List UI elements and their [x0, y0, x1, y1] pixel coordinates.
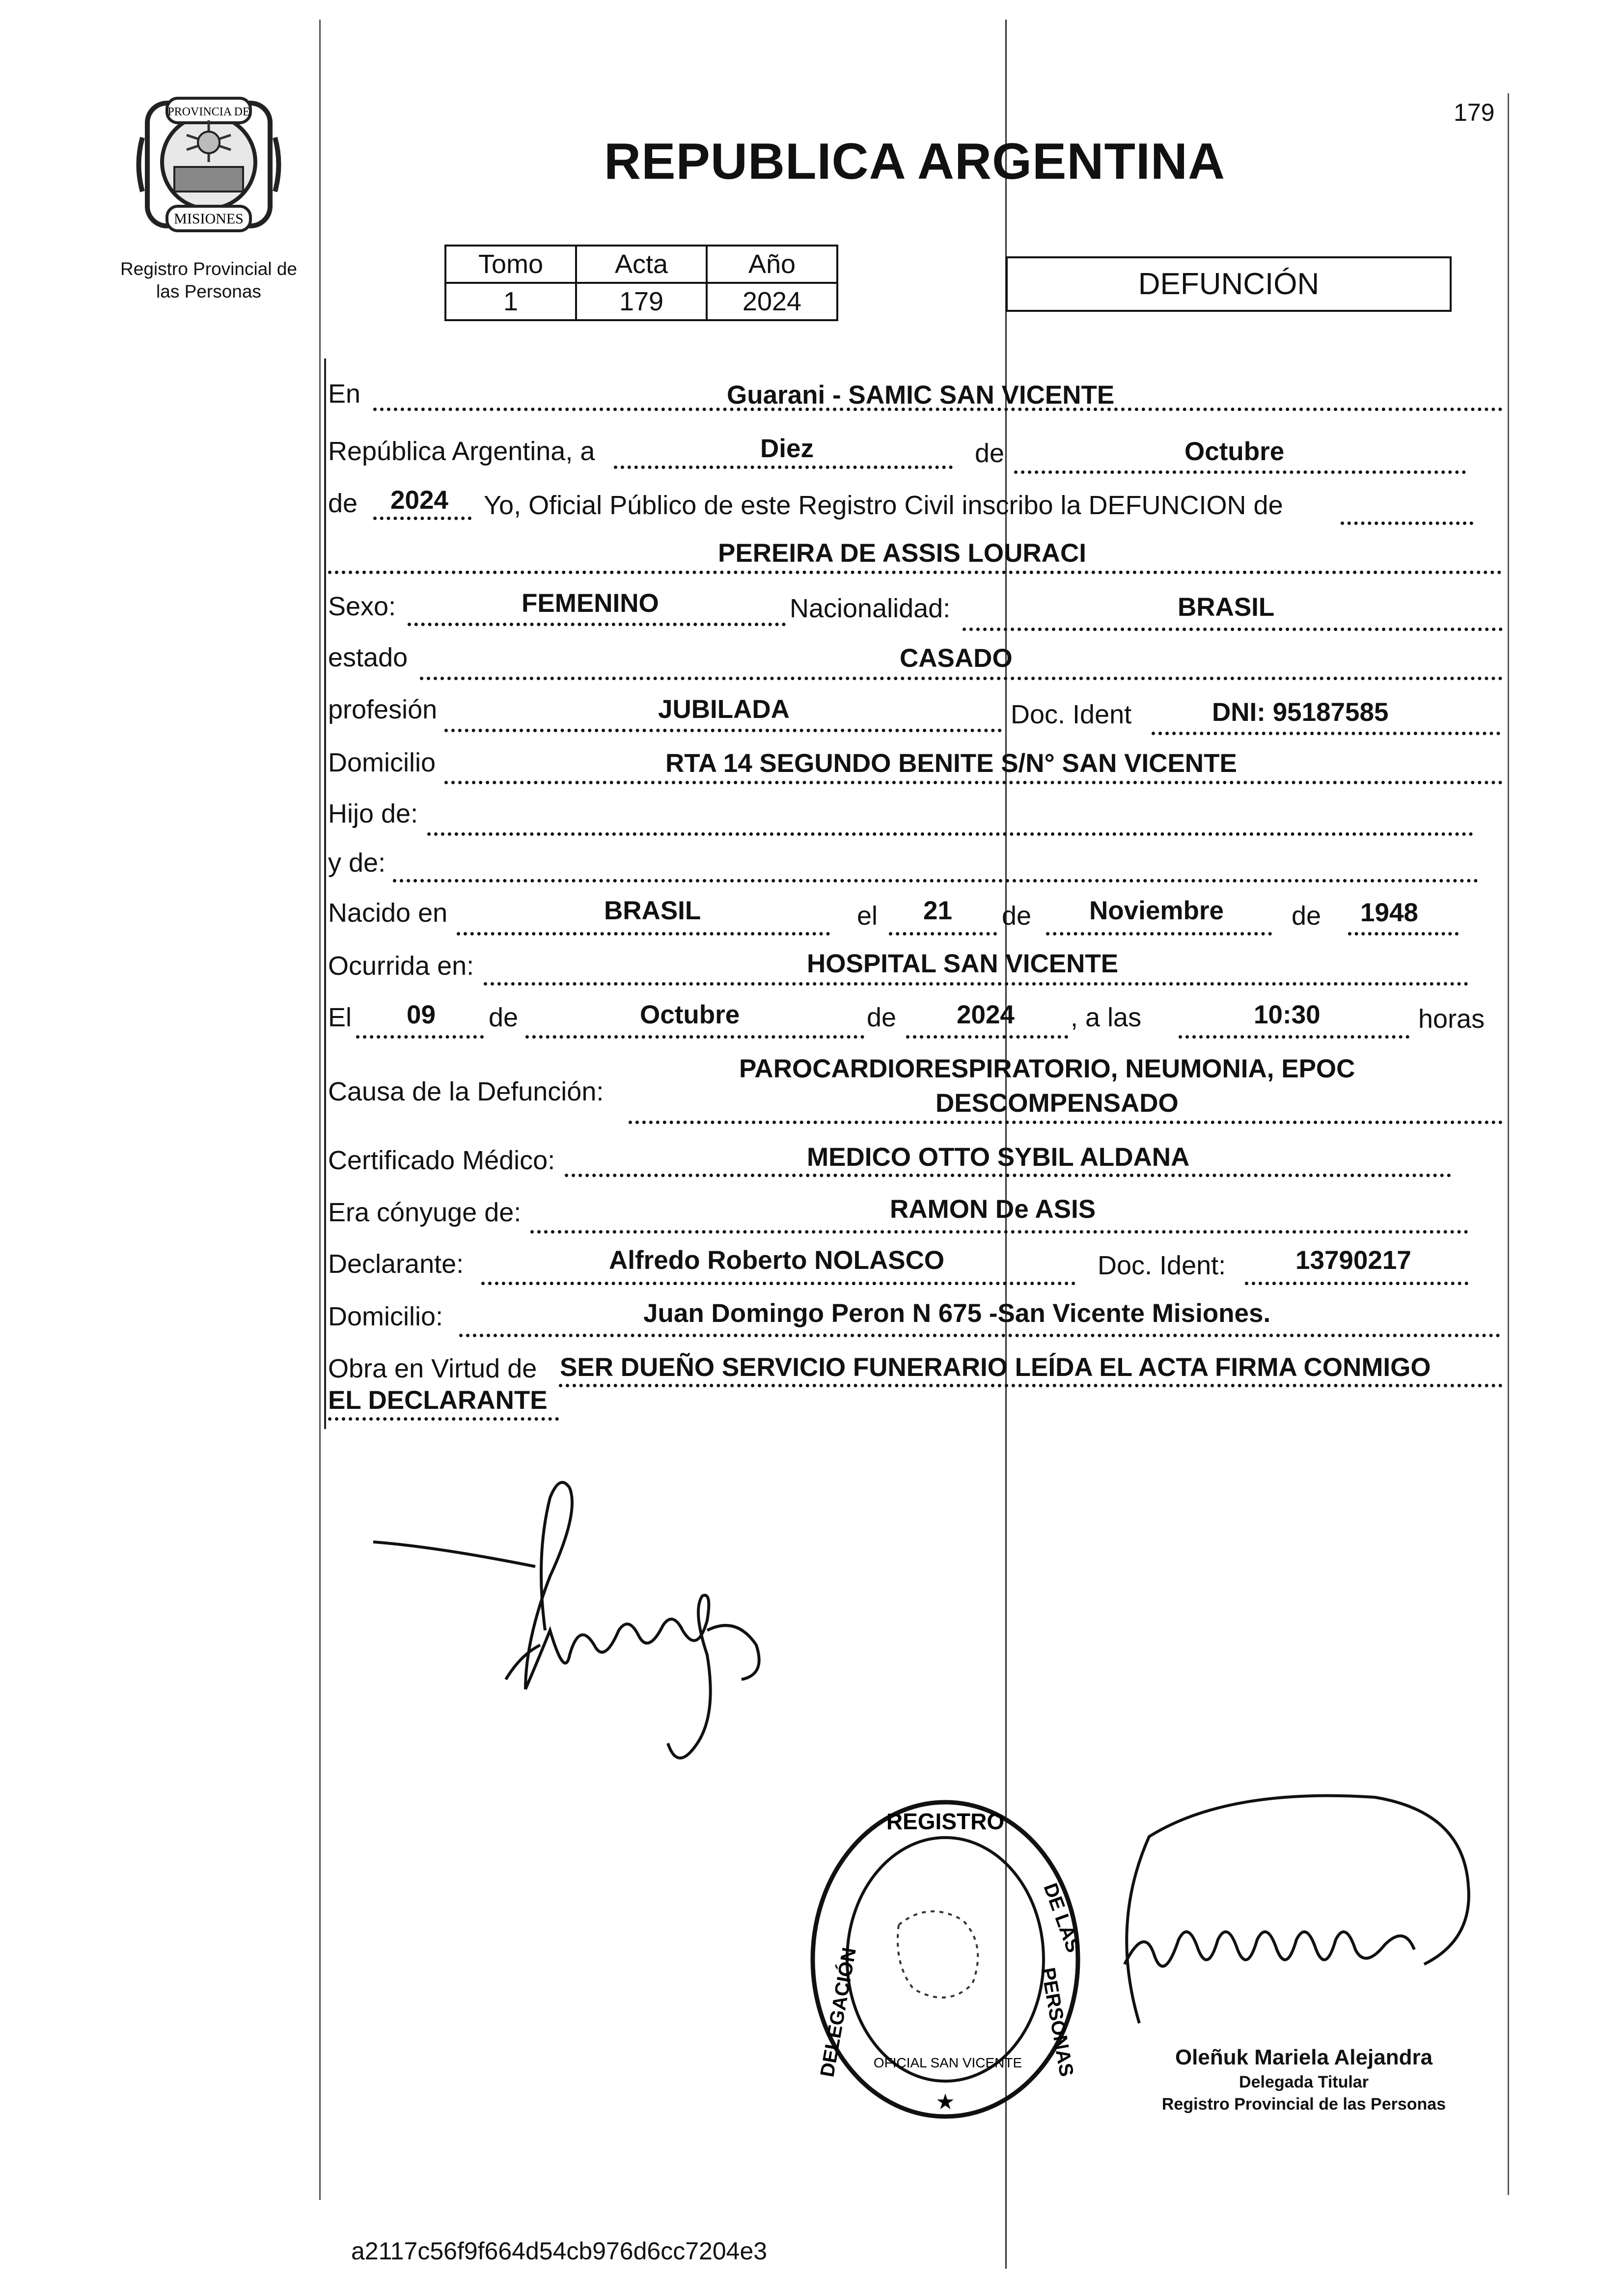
conyuge-dots: [530, 1230, 1468, 1234]
en-label: En: [328, 379, 361, 409]
svg-text:PROVINCIA DE: PROVINCIA DE: [167, 106, 250, 118]
yde-dots: [393, 879, 1478, 882]
sexo-label: Sexo:: [328, 592, 396, 621]
de-label: de: [975, 439, 1005, 468]
domicilio-dots: [444, 781, 1503, 784]
estado-dots: [420, 677, 1503, 680]
nacido-value: BRASIL: [604, 896, 701, 925]
official-stamp: [800, 1787, 1090, 2131]
birth-month-dots: [1046, 932, 1272, 935]
causa-label: Causa de la Defunción:: [328, 1077, 604, 1106]
conyuge-value: RAMON De ASIS: [890, 1195, 1096, 1224]
record-table-header: Tomo: [445, 246, 576, 283]
obra-dots-2: [328, 1417, 559, 1421]
record-table-header-row: [445, 246, 837, 283]
ocurrida-value: HOSPITAL SAN VICENTE: [807, 949, 1119, 978]
estado-label: estado: [328, 643, 408, 672]
birth-de2: de: [1292, 901, 1321, 931]
doc2-label: Doc. Ident:: [1098, 1251, 1226, 1280]
death-de1: de: [489, 1003, 519, 1032]
obra-value-1: SER DUEÑO SERVICIO FUNERARIO LEÍDA EL ACTA FIRMA CONMIGO: [560, 1353, 1431, 1382]
tomo-value: 1: [445, 283, 576, 320]
acta-value: 179: [576, 283, 707, 320]
nacionalidad-label: Nacionalidad:: [790, 594, 951, 623]
official-block: [1147, 2045, 1461, 2114]
ocurrida-label: Ocurrida en:: [328, 951, 474, 981]
alas-label: , a las: [1071, 1003, 1142, 1032]
birth-year: 1948: [1360, 898, 1418, 927]
en-value: Guarani - SAMIC SAN VICENTE: [727, 381, 1115, 410]
svg-text:OFICIAL SAN VICENTE: OFICIAL SAN VICENTE: [873, 2055, 1022, 2070]
birth-day-dots: [889, 932, 997, 935]
document-hash: a2117c56f9f664d54cb976d6cc7204e3: [351, 2237, 768, 2265]
deceased-name: PEREIRA DE ASSIS LOURACI: [718, 539, 1086, 568]
anio-value: 2024: [707, 283, 837, 320]
conyuge-label: Era cónyuge de:: [328, 1198, 522, 1227]
official-office: Registro Provincial de las Personas: [1161, 2095, 1446, 2114]
month-dots: [1014, 470, 1466, 474]
statement-text: Yo, Oficial Público de este Registro Civil inscribo la DEFUNCION de: [484, 491, 1283, 520]
causa-dots: [629, 1121, 1503, 1124]
year-value: 2024: [390, 486, 448, 515]
birth-de1: de: [1002, 901, 1032, 931]
statement-dots: [1341, 522, 1473, 525]
name-dots: [328, 571, 1502, 574]
obra-label: Obra en Virtud de: [328, 1354, 537, 1383]
nacido-dots: [457, 932, 830, 935]
horas-label: horas: [1418, 1004, 1485, 1034]
record-type-box: [1006, 256, 1452, 312]
nacido-label: Nacido en: [328, 898, 448, 928]
death-month-dots: [525, 1035, 864, 1039]
svg-text:PERSONAS: PERSONAS: [1037, 1966, 1077, 2079]
causa-line-1: PAROCARDIORESPIRATORIO, NEUMONIA, EPOC: [739, 1054, 1355, 1083]
year-dots: [373, 517, 471, 520]
right-binding-line: [1508, 93, 1509, 2195]
record-table-header: Año: [707, 246, 837, 283]
el-label: el: [857, 901, 878, 931]
svg-text:DELEGACIÓN: DELEGACIÓN: [816, 1946, 861, 2079]
domicilio-value: RTA 14 SEGUNDO BENITE S/N° SAN VICENTE: [665, 749, 1237, 778]
svg-text:MISIONES: MISIONES: [174, 211, 244, 227]
doc-label: Doc. Ident: [1011, 700, 1132, 729]
death-year-dots: [906, 1035, 1068, 1039]
svg-text:DE LAS: DE LAS: [1039, 1880, 1084, 1955]
declarante-dots: [481, 1282, 1075, 1285]
day-dots: [614, 466, 953, 469]
domicilio2-label: Domicilio:: [328, 1302, 443, 1331]
domicilio2-value: Juan Domingo Peron N 675 -San Vicente Misiones.: [643, 1299, 1271, 1328]
birth-day: 21: [923, 896, 952, 925]
sexo-dots: [408, 623, 786, 626]
doc-value: DNI: 95187585: [1212, 698, 1389, 727]
death-de2: de: [867, 1003, 897, 1032]
death-day-dots: [356, 1035, 484, 1039]
sexo-value: FEMENINO: [522, 589, 659, 618]
day-value: Diez: [760, 434, 814, 463]
svg-text:REGISTRO: REGISTRO: [886, 1809, 1005, 1834]
ocurrida-dots: [484, 982, 1468, 986]
death-time-dots: [1179, 1035, 1409, 1039]
birth-year-dots: [1348, 932, 1459, 935]
registry-line-1: Registro Provincial de: [120, 259, 297, 279]
record-table-header: Acta: [576, 246, 707, 283]
causa-line-2: DESCOMPENSADO: [936, 1089, 1179, 1118]
nacionalidad-value: BRASIL: [1178, 593, 1275, 622]
official-title: Delegada Titular: [1239, 2073, 1369, 2091]
domicilio2-dots: [459, 1334, 1500, 1337]
death-year: 2024: [957, 1000, 1015, 1029]
yde-label: y de:: [328, 848, 386, 878]
left-binding-line: [319, 20, 321, 2200]
certificado-value: MEDICO OTTO SYBIL ALDANA: [807, 1143, 1190, 1172]
domicilio-label: Domicilio: [328, 748, 436, 777]
death-day: 09: [407, 1000, 436, 1029]
obra-value-2: EL DECLARANTE: [328, 1386, 548, 1415]
death-month: Octubre: [640, 1000, 740, 1029]
province-seal: [133, 88, 285, 241]
profesion-label: profesión: [328, 695, 438, 724]
official-signature: [1080, 1778, 1493, 2043]
left-margin-line: [324, 358, 326, 1429]
doc2-dots: [1245, 1282, 1468, 1285]
record-type: DEFUNCIÓN: [1138, 267, 1320, 301]
estado-value: CASADO: [900, 644, 1013, 673]
el2-label: El: [328, 1003, 352, 1032]
record-table-value-row: [445, 283, 837, 320]
hijo-label: Hijo de:: [328, 799, 418, 828]
year-prefix: de: [328, 489, 358, 518]
republica-label: República Argentina, a: [328, 437, 595, 466]
declarante-label: Declarante:: [328, 1249, 464, 1279]
registry-name: [86, 258, 331, 303]
page-number: 179: [1454, 99, 1495, 126]
registry-line-2: las Personas: [156, 281, 261, 302]
doc-dots: [1152, 732, 1500, 735]
svg-text:★: ★: [936, 2090, 955, 2114]
official-name: Oleñuk Mariela Alejandra: [1175, 2045, 1433, 2069]
obra-dots-1: [559, 1384, 1503, 1387]
nacionalidad-dots: [963, 628, 1503, 631]
record-table: [444, 245, 838, 321]
doc2-value: 13790217: [1295, 1246, 1411, 1275]
declarant-signature: [363, 1468, 845, 1783]
profesion-dots: [444, 729, 1002, 732]
hijo-dots: [427, 832, 1473, 836]
month-value: Octubre: [1184, 437, 1285, 466]
document-title: REPUBLICA ARGENTINA: [604, 133, 1226, 190]
profesion-value: JUBILADA: [658, 695, 790, 724]
birth-month: Noviembre: [1089, 896, 1224, 925]
certificado-dots: [565, 1174, 1451, 1177]
declarante-value: Alfredo Roberto NOLASCO: [609, 1246, 945, 1275]
certificado-label: Certificado Médico:: [328, 1146, 555, 1175]
death-time: 10:30: [1254, 1000, 1321, 1029]
